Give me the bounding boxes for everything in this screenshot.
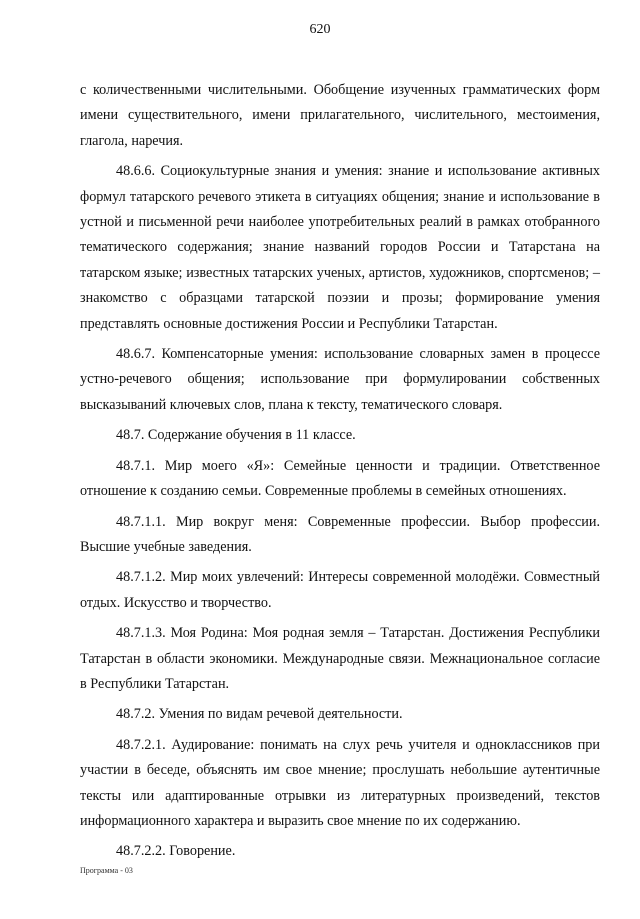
- paragraph-48-7-1-2: 48.7.1.2. Мир моих увлечений: Интересы современной молодёжи. Совместный отдых. Искусство и творчество.: [80, 569, 600, 611]
- page-number: 620: [309, 22, 331, 37]
- document-body: [80, 78, 600, 870]
- paragraph-48-6-6: 48.6.6. Социокультурные знания и умения: знание и использование активных формул татарского речевого этикета в ситуациях общения; знание и использование в устной и письменной речи наиболее употребительных реалий в рамках отобранного тематического содержания; знание названий городов России и Татарстана на татарском языке; известных татарских ученых, артистов, художников, спортсменов; – знакомство с образцами татарской поэзии и прозы; формирование умения представлять основные достижения России и Республики Татарстан.: [80, 163, 600, 332]
- paragraph-48-6-7: 48.6.7. Компенсаторные умения: использование словарных замен в процессе устно-речевого общения; использование при формулировании собственных высказываний ключевых слов, плана к тексту, тематического словаря.: [80, 346, 600, 413]
- paragraph-48-7-2: 48.7.2. Умения по видам речевой деятельности.: [116, 706, 403, 723]
- paragraph-48-7: 48.7. Содержание обучения в 11 классе.: [116, 427, 356, 444]
- footer-label: Программа - 03: [80, 866, 133, 875]
- paragraph-48-7-2-1: 48.7.2.1. Аудирование: понимать на слух речь учителя и одноклассников при участии в беседе, объяснять им свое мнение; прослушать небольшие аутентичные тексты или адаптированные отрывки из литературных произведений, текстов информационного характера и выразить свое мнение по их содержанию.: [80, 736, 600, 829]
- paragraph-48-7-1-1: 48.7.1.1. Мир вокруг меня: Современные профессии. Выбор профессии. Высшие учебные заведения.: [80, 513, 600, 555]
- paragraph-48-7-1-3: 48.7.1.3. Моя Родина: Моя родная земля – Татарстан. Достижения Республики Татарстан в области экономики. Международные связи. Межнациональное согласие в Республики Татарстан.: [80, 625, 600, 692]
- paragraph-continuation: с количественными числительными. Обобщение изученных грамматических форм имени существительного, имени прилагательного, числительного, местоимения, глагола, наречия.: [80, 82, 600, 149]
- paragraph-48-7-1: 48.7.1. Мир моего «Я»: Семейные ценности и традиции. Ответственное отношение к созданию семьи. Современные проблемы в семейных отношениях.: [80, 457, 600, 500]
- paragraph-48-7-2-2: 48.7.2.2. Говорение.: [116, 843, 236, 860]
